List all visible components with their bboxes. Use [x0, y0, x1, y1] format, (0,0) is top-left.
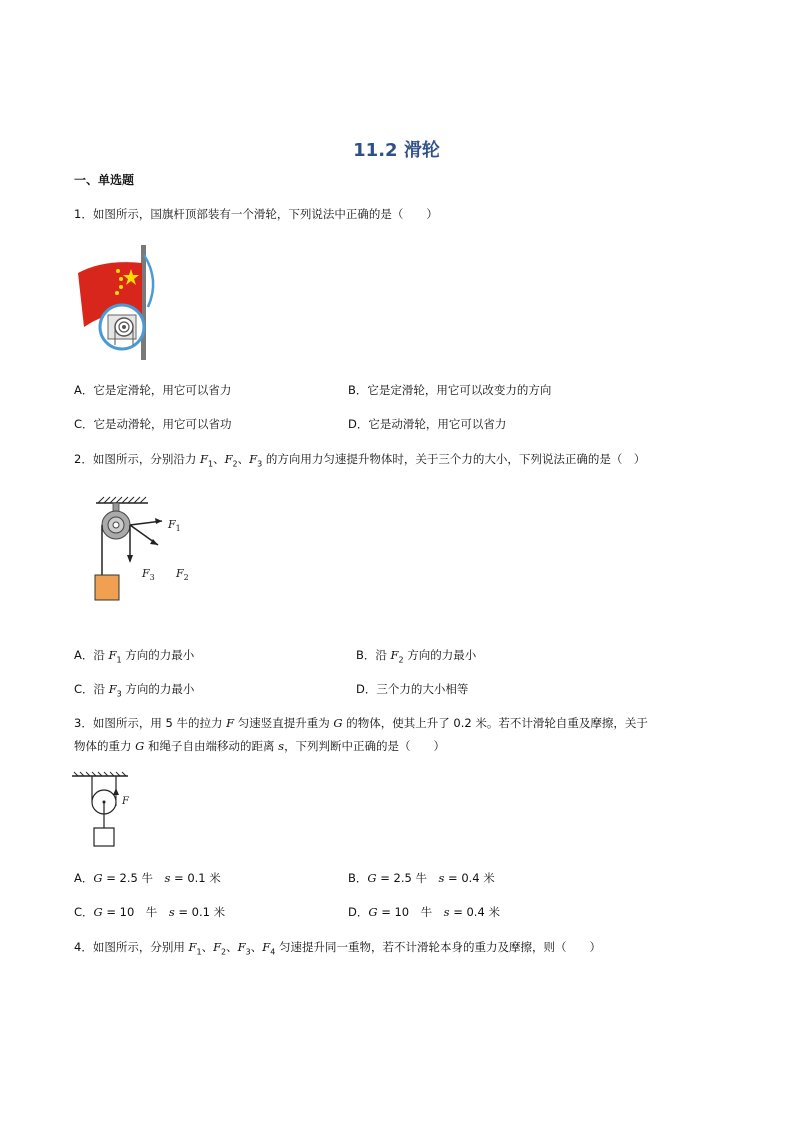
flagpole-pulley-figure [74, 245, 166, 363]
question-2-stem: 2．如图所示，分别沿力 $F_1$、$F_2$、$F_3$ 的方向用力匀速提升物体时，关于三个力的大小，下列说法正确的是（ ） [74, 452, 646, 469]
q1-option-a[interactable]: A．它是定滑轮，用它可以省力 [74, 383, 232, 397]
page-title: 11.2 滑轮 [353, 140, 440, 161]
q3-option-d[interactable]: D．G = 10 牛 s = 0.4 米 [348, 905, 500, 919]
q2-option-d[interactable]: D．三个力的大小相等 [356, 682, 469, 696]
question-3-stem-line-1: 3．如图所示，用 5 牛的拉力 F 匀速竖直提升重为 G 的物体，使其上升了 0.2 米。若不计滑轮自重及摩擦，关于 [74, 716, 648, 730]
force-f-label: F [122, 796, 129, 807]
f1-label: F [168, 518, 176, 531]
q1-option-b[interactable]: B．它是定滑轮，用它可以改变力的方向 [348, 383, 552, 397]
q3-option-b[interactable]: B．G = 2.5 牛 s = 0.4 米 [348, 871, 495, 885]
q3-option-c[interactable]: C．G = 10 牛 s = 0.1 米 [74, 905, 226, 919]
q1-option-c[interactable]: C．它是动滑轮，用它可以省功 [74, 417, 232, 431]
question-3-stem-line-2: 物体的重力 G 和绳子自由端移动的距离 s，下列判断中正确的是（ ） [74, 739, 446, 753]
question-4-stem: 4．如图所示，分别用 $F_1$、$F_2$、$F_3$、$F_4$ 匀速提升同一重物，若不计滑轮本身的重力及摩擦，则（ ） [74, 940, 601, 957]
svg-text:F1: $F_1$ [168, 518, 181, 533]
q2-option-a[interactable]: A．沿 $F_1$ 方向的力最小 [74, 648, 195, 665]
q2-option-b[interactable]: B．沿 $F_2$ 方向的力最小 [356, 648, 477, 665]
svg-text:F2: $F_2$ [176, 567, 189, 582]
question-1-stem: 1．如图所示，国旗杆顶部装有一个滑轮，下列说法中正确的是（ ） [74, 207, 438, 221]
q1-option-d[interactable]: D．它是动滑轮，用它可以省力 [348, 417, 507, 431]
q3-option-a[interactable]: A．G = 2.5 牛 s = 0.1 米 [74, 871, 221, 885]
f3-label: F [142, 567, 150, 580]
pulley-three-forces-figure [90, 497, 200, 605]
single-pulley-figure [72, 772, 132, 852]
svg-text:F3: $F_3$ [142, 567, 155, 582]
section-heading: 一、单选题 [74, 173, 135, 187]
q2-option-c[interactable]: C．沿 $F_3$ 方向的力最小 [74, 682, 195, 699]
f2-label: F [176, 567, 184, 580]
